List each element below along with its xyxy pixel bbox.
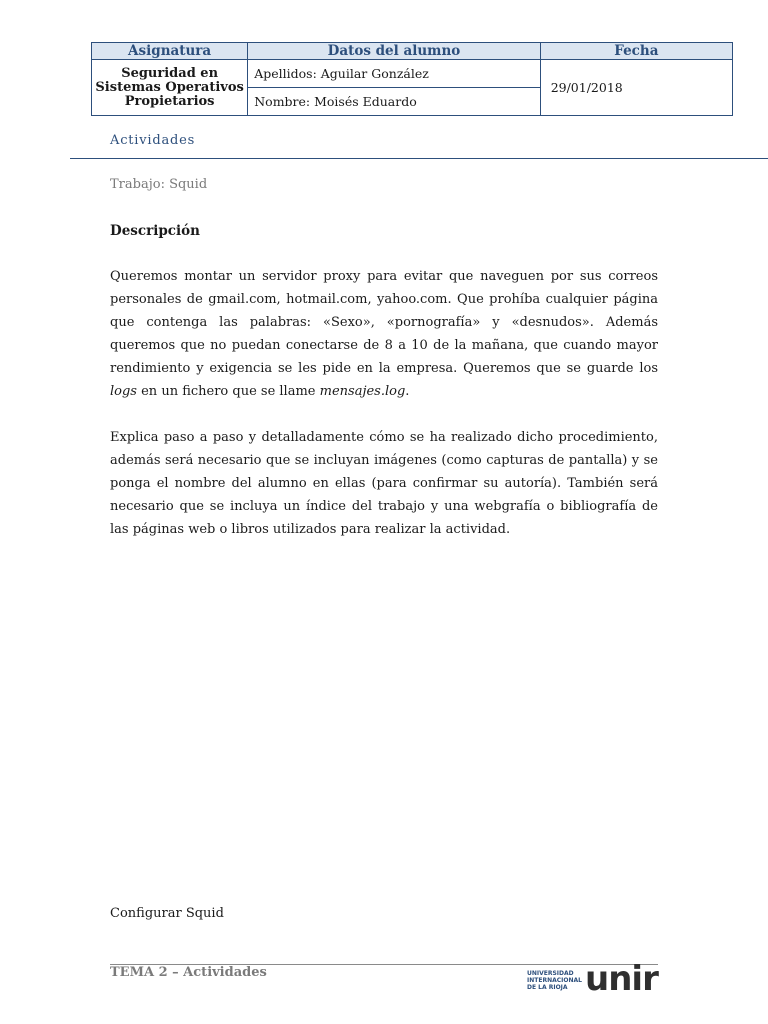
paragraph-description <box>110 265 658 403</box>
p1-text1: Queremos montar un servidor proxy para evitar que naveguen por sus correos personales de gmail.com, hotmail.com, yahoo.com. Que prohíba cualquier página que contenga las palabras: «Sexo», «pornografía» y «desnudos». Además queremos que no puedan conectarse de 8 a 10 de la mañana, que cuando mayor rendimiento y exigencia se les pide en la empresa. Queremos que se guarde los <box>110 269 658 376</box>
p1-italic-filename: mensajes.log <box>319 384 406 399</box>
logo-line-2: INTERNACIONAL <box>527 977 582 984</box>
header-table <box>91 42 733 116</box>
description-heading: Descripción <box>110 223 200 239</box>
paragraph-instructions: Explica paso a paso y detalladamente cómo se ha realizado dicho procedimiento, además será necesario que se incluyan imágenes (como capturas de pantalla) y se ponga el nombre del alumno en ellas (para confirmar su autoría). También será necesario que se incluya un índice del trabajo y una webgrafía o bibliografía de las páginas web o libros utilizados para realizar la actividad. <box>110 430 658 537</box>
work-title: Trabajo: Squid <box>110 177 208 192</box>
p1-text2: en un fichero que se llame <box>136 384 320 399</box>
subject-name <box>92 60 248 116</box>
header-subject-label: Asignatura <box>92 43 248 60</box>
subject-line-3: Propietarios <box>124 93 215 109</box>
logo-line-3: DE LA RIOJA <box>527 984 568 991</box>
header-student-label: Datos del alumno <box>248 43 540 60</box>
subject-line-1: Seguridad en <box>121 65 219 81</box>
p1-text3: . <box>405 384 410 399</box>
section-title: Actividades <box>110 133 196 148</box>
university-logo-text <box>527 970 589 991</box>
student-surname: Apellidos: Aguilar González <box>248 60 540 88</box>
footer-label: TEMA 2 – Actividades <box>110 965 267 980</box>
config-line: Configurar Squid <box>110 906 224 921</box>
unir-logo: unir <box>585 959 658 999</box>
header-divider <box>70 158 768 159</box>
logo-line-1: UNIVERSIDAD <box>527 970 574 977</box>
date-value: 29/01/2018 <box>540 60 732 116</box>
header-date-label: Fecha <box>540 43 732 60</box>
p1-italic-logs: logs <box>110 384 137 399</box>
subject-line-2: Sistemas Operativos <box>95 79 244 95</box>
student-name: Nombre: Moisés Eduardo <box>248 88 540 116</box>
